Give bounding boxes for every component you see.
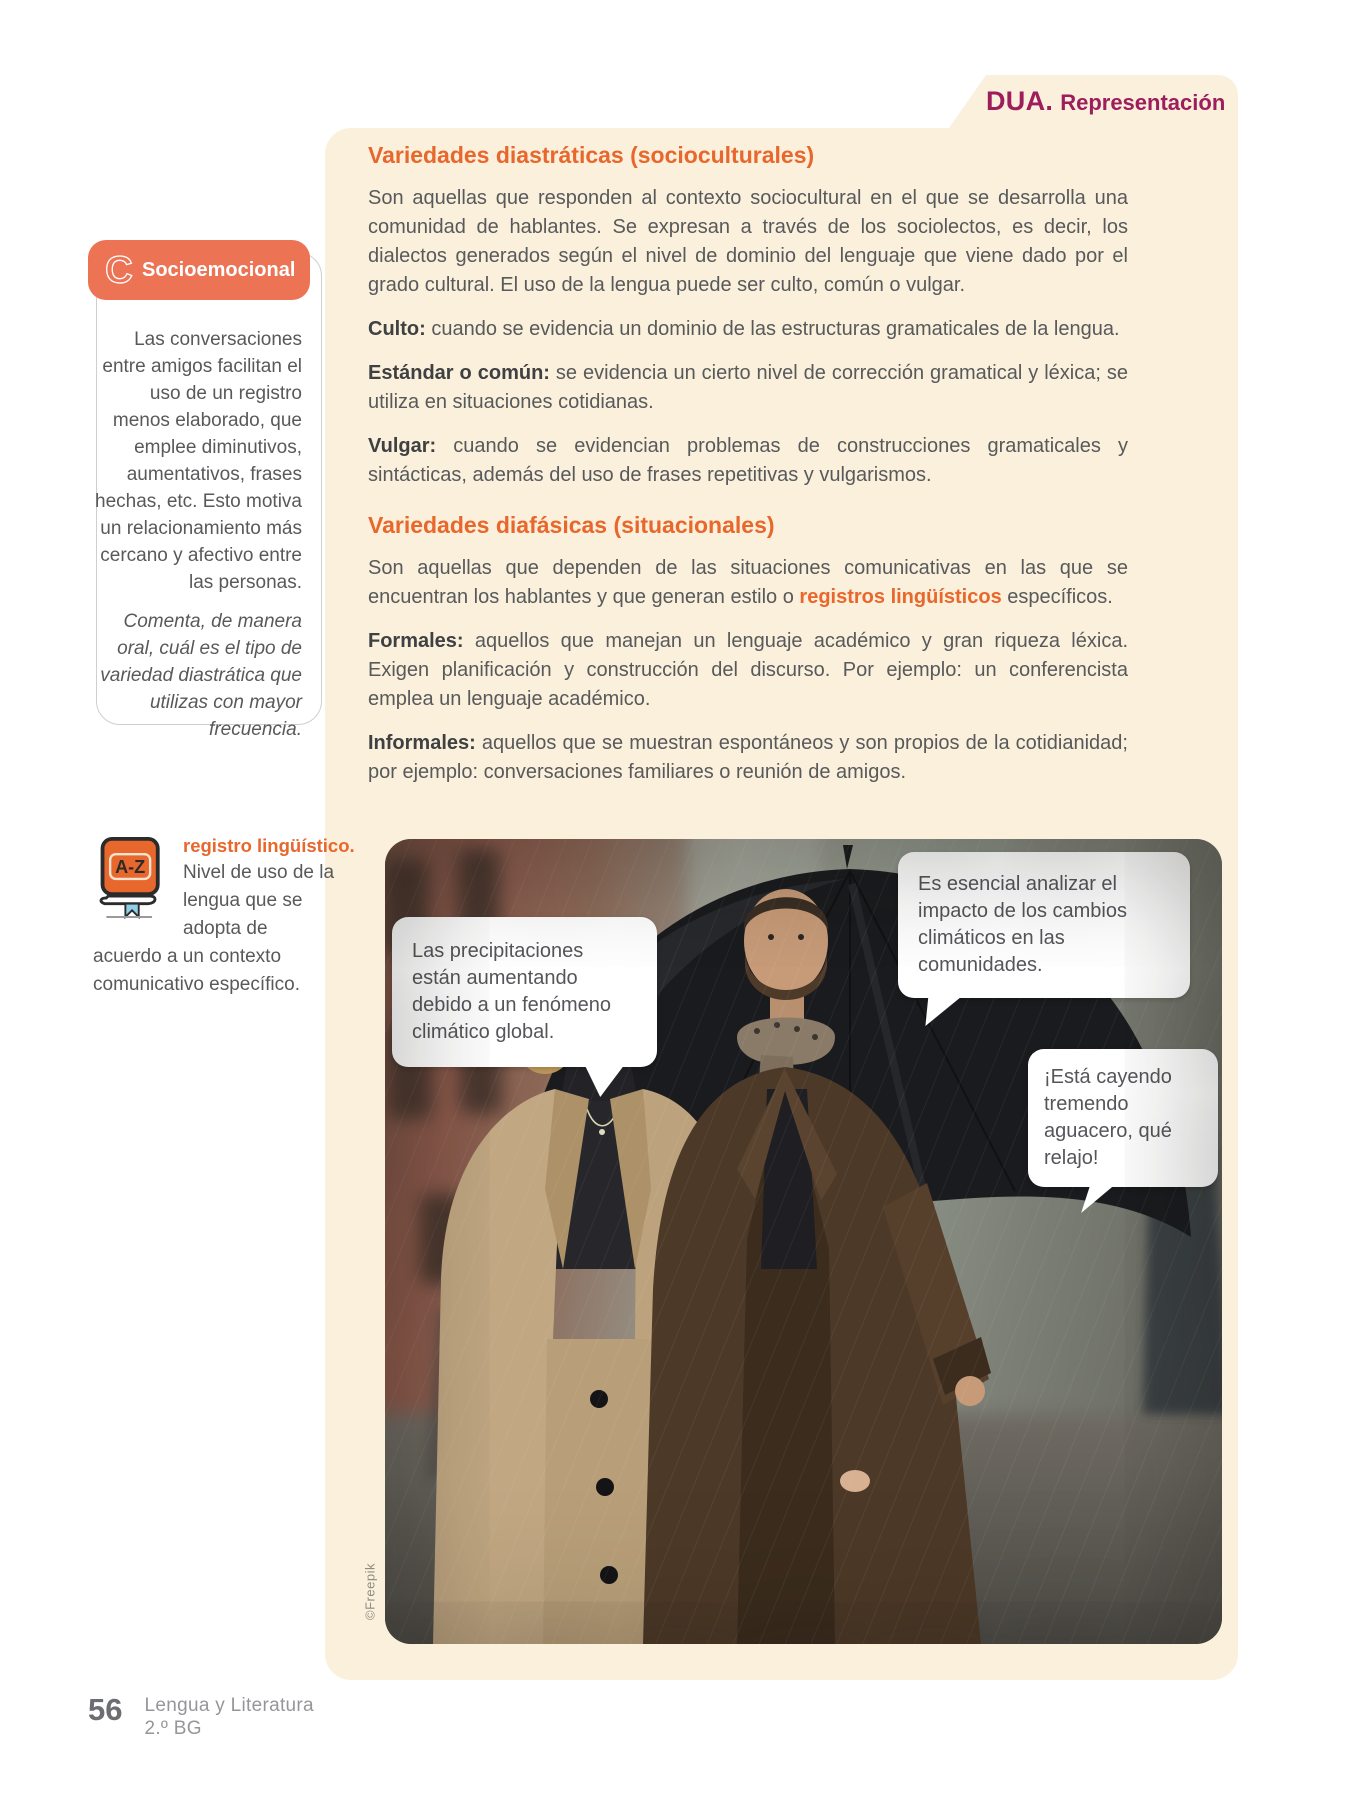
text-column [325,128,1128,787]
paragraph-informales [368,729,1128,787]
definition-informales: aquellos que se muestran espontáneos y son propios de la cotidianidad; por ejemplo: conversaciones familiares o reunión de amigos. [368,732,1128,783]
glossary-term: registro lingüístico. [183,835,355,856]
dua-representation-tab [986,75,1238,128]
term-culto: Culto: [368,318,426,340]
book-title [144,1694,313,1740]
glossary-definition: Nivel de uso de la lengua que se adopta de acuerdo a un contexto comunicativo específico. [93,862,335,995]
keyword-registros-linguisticos: registros lingüísticos [799,586,1002,608]
speech-bubble-formal-man [898,852,1190,998]
a-z-dictionary-icon [93,835,173,919]
speech-bubble-tail [584,1063,634,1097]
paragraph-culto [368,315,1128,344]
term-estandar: Estándar o común: [368,362,550,384]
term-informales: Informales: [368,732,476,754]
paragraph-formales [368,627,1128,714]
definition-vulgar: cuando se evidencian problemas de construcciones gramaticales y sintácticas, además del uso de frases repetitivas y vulgarismos. [368,435,1128,486]
couple-under-umbrella-photo [385,839,1222,1644]
speech-bubble-text: Las precipitaciones están aumentando debido a un fenómeno climático global. [412,940,612,1043]
term-formales: Formales: [368,630,464,652]
section-heading-diafasicas: Variedades diafásicas (situacionales) [368,512,775,538]
section-heading-diastraticas: Variedades diastráticas (socioculturales) [368,142,815,168]
speech-bubble-text: Es esencial analizar el impacto de los cambios climáticos en las comunidades. [918,873,1127,976]
svg-text:A-Z: A-Z [115,857,146,878]
paragraph-estandar [368,359,1128,417]
figure [362,839,1222,1644]
glossary-box [93,833,355,999]
speech-bubble-formal-woman [392,917,657,1067]
dua-label: DUA. [986,86,1054,116]
paragraph-diastraticas-intro: Son aquellas que responden al contexto sociocultural en el que se desarrolla una comunidad de hablantes. Se expresan a través de los sociolectos, es decir, los dialectos generados según el nivel de dominio del lenguaje que viene dado por el grado cultural. El uso de la lengua puede ser culto, común o vulgar. [368,187,1128,296]
socioemocional-note [92,326,302,743]
definition-formales: aquellos que manejan un lenguaje académico y gran riqueza léxica. Exigen planificación y construcción del discurso. Por ejemplo: un conferencista emplea un lenguaje académico. [368,630,1128,710]
dua-sublabel: Representación [1060,90,1226,115]
dua-tab-diagonal [949,75,986,128]
book-title-line2: 2.º BG [144,1718,202,1739]
paragraph-vulgar [368,432,1128,490]
page-footer [88,1694,314,1740]
photo-credit: ©Freepik [362,1563,378,1620]
definition-estandar: se evidencia un cierto nivel de corrección gramatical y léxica; se utiliza en situaciones cotidianas. [368,362,1128,413]
definition-culto: cuando se evidencia un dominio de las estructuras gramaticales de la lengua. [425,318,1120,340]
term-vulgar: Vulgar: [368,435,437,457]
content-panel [325,128,1238,1680]
socioemocional-title: Socioemocional [142,258,296,281]
intro-post: específicos. [1001,586,1113,608]
page-number: 56 [88,1692,123,1727]
svg-text:C: C [105,248,133,292]
paragraph-diafasicas-intro [368,554,1128,612]
speech-bubble-informal [1028,1049,1218,1187]
book-title-line1: Lengua y Literatura [144,1695,314,1716]
speech-bubble-text: ¡Está cayendo tremendo aguacero, qué relajo! [1044,1066,1172,1169]
socioemocional-body: Las conversaciones entre amigos facilitan el uso de un registro menos elaborado, que emplee diminutivos, aumentativos, frases hechas, etc. Esto motiva un relacionamiento más cercano y afectivo entre las personas. [95,329,302,593]
socioemocional-prompt: Comenta, de manera oral, cuál es el tipo de variedad diastrática que utilizas con mayor frecuencia. [100,611,302,740]
intro-pre: Son aquellas que dependen de las situaciones comunicativas en las que se encuentran los hablantes y que generan estilo o [368,557,1128,608]
socioemocional-badge [88,240,310,300]
collection-c-icon [96,247,142,293]
